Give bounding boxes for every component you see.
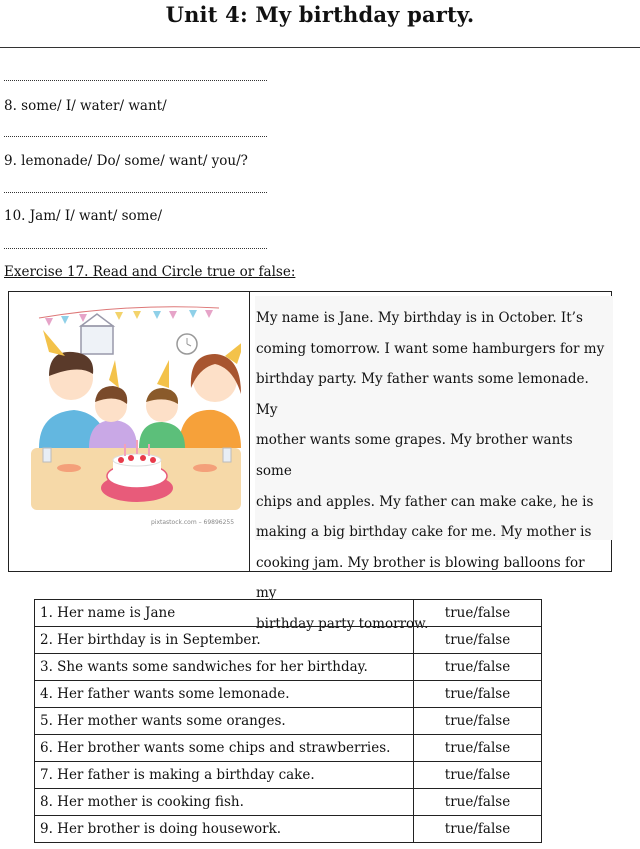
answer-line[interactable] — [4, 80, 267, 81]
title-divider — [0, 47, 640, 48]
answer-line[interactable] — [4, 192, 267, 193]
true-false-choice[interactable]: true/false — [414, 708, 542, 735]
answer-line[interactable] — [4, 248, 267, 249]
true-false-choice[interactable]: true/false — [414, 816, 542, 843]
story-divider — [249, 292, 250, 571]
true-false-choice[interactable]: true/false — [414, 627, 542, 654]
story-line: chips and apples. My father can make cake, he is — [256, 493, 594, 510]
true-false-choice[interactable]: true/false — [414, 600, 542, 627]
story-line: making a big birthday cake for me. My mother is — [256, 524, 592, 541]
statement: 7. Her father is making a birthday cake. — [35, 762, 414, 789]
table-row — [35, 789, 542, 816]
answer-line[interactable] — [4, 136, 267, 137]
page-title: Unit 4: My birthday party. — [165, 2, 475, 27]
table-row — [35, 627, 542, 654]
statement: 3. She wants some sandwiches for her birthday. — [35, 654, 414, 681]
statement: 4. Her father wants some lemonade. — [35, 681, 414, 708]
table-row — [35, 708, 542, 735]
true-false-choice[interactable]: true/false — [414, 762, 542, 789]
statement: 6. Her brother wants some chips and strawberries. — [35, 735, 414, 762]
true-false-choice[interactable]: true/false — [414, 789, 542, 816]
statement: 5. Her mother wants some oranges. — [35, 708, 414, 735]
statement: 1. Her name is Jane — [35, 600, 414, 627]
statement: 9. Her brother is doing housework. — [35, 816, 414, 843]
table-row — [35, 654, 542, 681]
birthday-family-illustration — [19, 298, 241, 528]
image-credit: pixtastock.com – 69896255 — [151, 519, 235, 526]
story-line: mother wants some grapes. My brother wants some — [256, 432, 573, 479]
story-line: My name is Jane. My birthday is in October. It’s — [256, 310, 583, 326]
reorder-item: 9. lemonade/ Do/ some/ want/ you/? — [4, 153, 248, 169]
true-false-choice[interactable]: true/false — [414, 681, 542, 708]
statement: 8. Her mother is cooking fish. — [35, 789, 414, 816]
story-line: coming tomorrow. I want some hamburgers for my — [256, 340, 605, 357]
table-row — [35, 600, 542, 627]
reorder-item: 10. Jam/ I/ want/ some/ — [4, 208, 162, 224]
true-false-choice[interactable]: true/false — [414, 735, 542, 762]
story-line: cooking jam. My brother is blowing balloons for my — [256, 554, 585, 602]
reorder-item: 8. some/ I/ water/ want/ — [4, 98, 167, 114]
exercise-heading: Exercise 17. Read and Circle true or false: — [4, 264, 296, 280]
table-row — [35, 762, 542, 789]
table-row — [35, 681, 542, 708]
true-false-table — [34, 599, 542, 843]
story-line: birthday party. My father wants some lemonade. My — [256, 371, 589, 418]
statement: 2. Her birthday is in September. — [35, 627, 414, 654]
story-line: birthday party tomorrow. — [256, 615, 429, 632]
true-false-choice[interactable]: true/false — [414, 654, 542, 681]
table-row — [35, 816, 542, 843]
table-row — [35, 735, 542, 762]
